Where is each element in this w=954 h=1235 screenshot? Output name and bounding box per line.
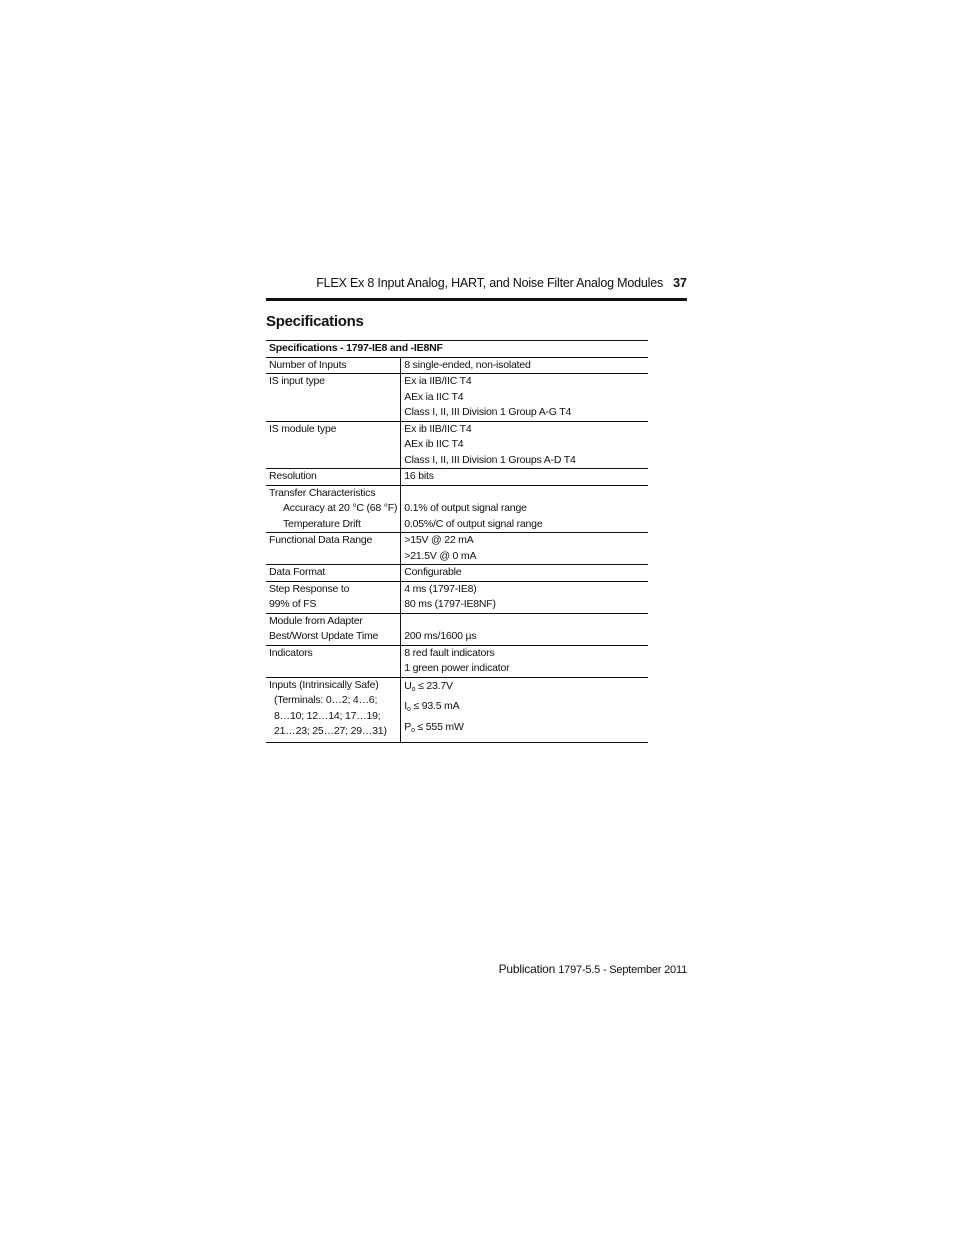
value-line: 1 green power indicator xyxy=(404,662,510,674)
section-title: Specifications xyxy=(266,313,364,330)
row-value xyxy=(401,374,648,422)
value-line: Configurable xyxy=(404,566,462,578)
row-value xyxy=(401,565,648,582)
running-title: FLEX Ex 8 Input Analog, HART, and Noise Filter Analog Modules xyxy=(316,276,663,290)
table-caption-row xyxy=(266,341,648,358)
table-row xyxy=(266,677,648,742)
page-number: 37 xyxy=(673,276,687,290)
row-key xyxy=(266,581,401,613)
key-line: Data Format xyxy=(269,566,326,578)
table-row xyxy=(266,533,648,565)
row-value xyxy=(401,533,648,565)
value-line: Class I, II, III Division 1 Groups A-D T4 xyxy=(404,453,576,466)
value-line: 4 ms (1797-IE8) xyxy=(404,582,477,595)
value-line: Class I, II, III Division 1 Group A-G T4 xyxy=(404,406,572,418)
value-line: Ex ia IIB/IIC T4 xyxy=(404,375,472,387)
value-line: >21.5V @ 0 mA xyxy=(404,549,477,562)
key-line: IS input type xyxy=(269,375,325,387)
row-value xyxy=(401,485,648,533)
value-line: AEx ia IIC T4 xyxy=(404,390,464,403)
table-row xyxy=(266,613,648,645)
value-line: 200 ms/1600 µs xyxy=(404,630,477,642)
symbol: P xyxy=(404,720,412,733)
table-row xyxy=(266,581,648,613)
row-key xyxy=(266,485,401,533)
row-value xyxy=(401,613,648,645)
table-row xyxy=(266,357,648,374)
key-line: Inputs (Intrinsically Safe) xyxy=(269,678,379,691)
key-line: 99% of FS xyxy=(269,598,317,610)
value-text: ≤ 93.5 mA xyxy=(410,700,460,712)
subscript: o xyxy=(411,726,415,734)
footer-label: Publication xyxy=(498,962,556,976)
row-value xyxy=(401,581,648,613)
key-line: Step Response to xyxy=(269,582,350,595)
row-key xyxy=(266,677,401,742)
value-line: Ex ib IIB/IIC T4 xyxy=(404,422,472,435)
key-line: Module from Adapter xyxy=(269,614,363,627)
subscript: o xyxy=(411,685,416,693)
table-row xyxy=(266,374,648,422)
key-line: 8…10; 12…14; 17…19; xyxy=(274,709,381,722)
key-line: Resolution xyxy=(269,470,317,482)
value-line: 0.1% of output signal range xyxy=(404,502,527,514)
table-row xyxy=(266,645,648,677)
page-footer xyxy=(499,962,687,976)
value-line: >15V @ 22 mA xyxy=(404,534,474,546)
key-line: IS module type xyxy=(269,422,337,435)
value-line: 8 red fault indicators xyxy=(404,646,495,659)
value-line: 8 single-ended, non-isolated xyxy=(404,358,531,371)
table-caption: Specifications - 1797-IE8 and -IE8NF xyxy=(266,341,648,358)
value-line: AEx ib IIC T4 xyxy=(404,438,464,450)
row-key xyxy=(266,565,401,582)
power-value xyxy=(404,719,645,740)
value-line xyxy=(404,486,645,502)
row-value xyxy=(401,645,648,677)
table-row xyxy=(266,565,648,582)
key-line: (Terminals: 0…2; 4…6; xyxy=(274,694,378,706)
value-line: 16 bits xyxy=(404,470,434,482)
value-text: ≤ 23.7V xyxy=(415,679,453,692)
header-rule xyxy=(266,298,687,301)
publication-number: 1797-5.5 - September 2011 xyxy=(558,964,687,976)
table-row xyxy=(266,485,648,533)
subscript: o xyxy=(407,706,411,713)
row-key xyxy=(266,613,401,645)
row-key xyxy=(266,357,401,374)
row-value xyxy=(401,469,648,486)
value-line: 0.05%/C of output signal range xyxy=(404,517,543,530)
key-line: 21…23; 25…27; 29…31) xyxy=(274,725,387,737)
voltage-value xyxy=(404,678,645,699)
symbol: U xyxy=(404,679,412,692)
key-line: Temperature Drift xyxy=(283,517,361,530)
row-key xyxy=(266,421,401,469)
table-row xyxy=(266,469,648,486)
value-text: ≤ 555 mW xyxy=(414,720,464,733)
key-line: Functional Data Range xyxy=(269,534,373,546)
value-line: 80 ms (1797-IE8NF) xyxy=(404,598,496,610)
table-row xyxy=(266,421,648,469)
key-line: Indicators xyxy=(269,646,313,659)
row-key xyxy=(266,374,401,422)
row-value xyxy=(401,357,648,374)
row-key xyxy=(266,533,401,565)
key-line: Best/Worst Update Time xyxy=(269,630,379,642)
row-value xyxy=(401,677,648,742)
row-key xyxy=(266,469,401,486)
key-line: Accuracy at 20 °C (68 °F) xyxy=(283,502,398,514)
key-line: Transfer Characteristics xyxy=(269,486,376,499)
specifications-table xyxy=(266,340,648,743)
row-key xyxy=(266,645,401,677)
row-value xyxy=(401,421,648,469)
symbol: I xyxy=(404,700,407,712)
current-value xyxy=(404,698,645,719)
key-line: Number of Inputs xyxy=(269,358,347,371)
value-line xyxy=(404,614,645,630)
page-header xyxy=(266,276,687,300)
